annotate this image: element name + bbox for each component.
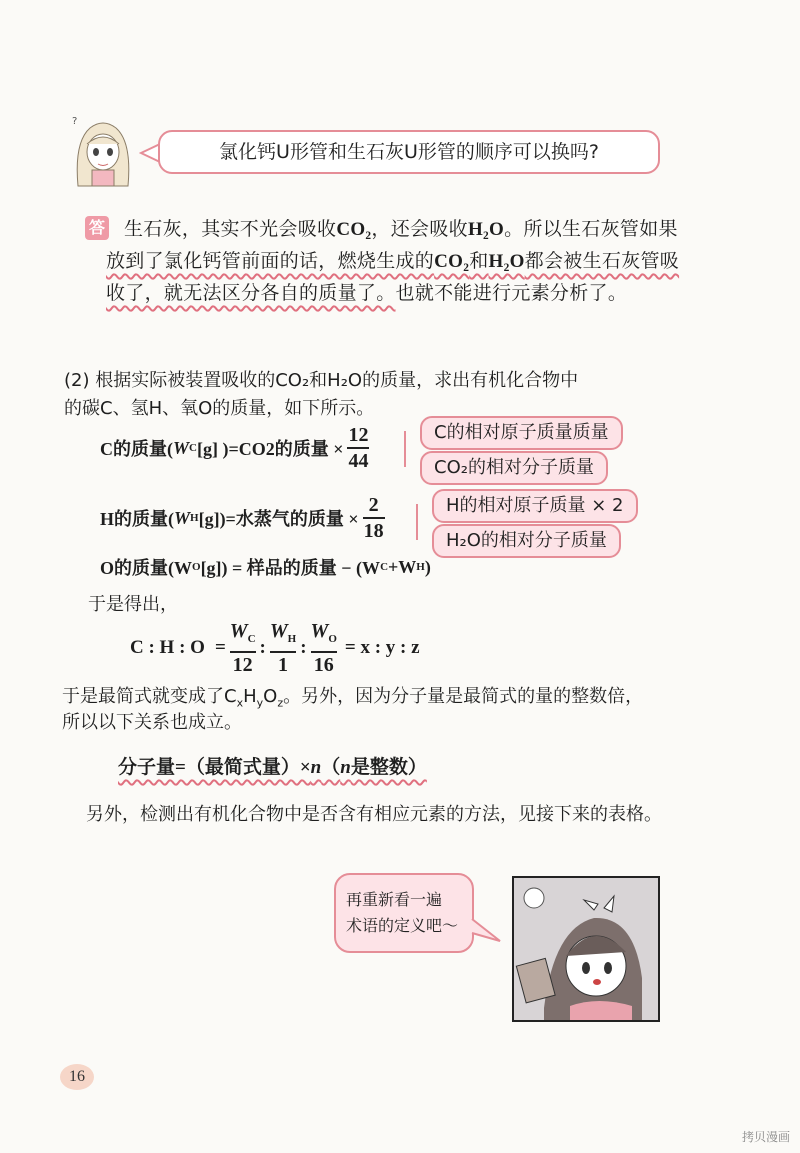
carbon-note-atomic: C的相对原子质量质量 (420, 416, 623, 450)
empirical-line2: 所以以下关系也成立。 (62, 712, 242, 733)
thus-text: 于是得出， (88, 594, 178, 615)
hydrogen-note-molecular: H₂O的相对分子质量 (432, 524, 621, 558)
ratio-formula: C : H : O = $\frac{W_C}{12}$ : $\frac{W_H}{1}$ : $\frac{W_O}{16}$ = x : y : z (130, 620, 420, 676)
page-number: 16 (60, 1064, 94, 1090)
hydrogen-note-atomic: H的相对原子质量 × 2 (432, 489, 638, 523)
hydrogen-formula: H的质量( W H [g])=水蒸气的质量 × $\frac{2}{18}$ (100, 494, 384, 542)
carbon-note-molecular: CO₂的相对分子质量 (420, 451, 608, 485)
empirical-line1: 于是最简式就变成了$C_xH_yO_z$。另外，因为分子量是最简式的量的整数倍， (62, 686, 644, 710)
section2-line2: 的碳C、氢H、氧O的质量，如下所示。 (64, 398, 375, 419)
hydrogen-fraction: $\frac{2}{18}$ (363, 494, 384, 542)
molecular-formula: 分子量=（最简式量）×n（n是整数） (118, 757, 427, 778)
closing-text: 另外，检测出有机化合物中是否含有相应元素的方法，见接下来的表格。 (86, 804, 662, 825)
answer-line-3: 收了，就无法区分各自的质量了。也就不能进行元素分析了。 (106, 282, 628, 304)
watermark: 拷贝漫画 (741, 1130, 790, 1144)
carbon-formula: C的质量( W C [g] )=CO2的质量 × $\frac{12}{44}$ (100, 424, 369, 472)
speech-bubble-tail (470, 915, 502, 949)
hydrogen-note-bracket (416, 504, 436, 540)
answer-badge: 答 (85, 216, 109, 240)
carbon-note-bracket (404, 431, 424, 467)
speech-bubble: 再重新看一遍 术语的定义吧〜 (334, 873, 474, 953)
carbon-fraction: $\frac{12}{44}$ (348, 424, 369, 472)
section2-line1: (2) 根据实际被装置吸收的CO₂和H₂O的质量，求出有机化合物中 (64, 370, 579, 391)
oxygen-formula: O的质量(W O [g]) = 样品的质量 − (W C +W H ) (100, 556, 431, 578)
character-avatar-girl (70, 112, 136, 192)
question-bubble: 氯化钙U形管和生石灰U形管的顺序可以换吗? (158, 130, 660, 174)
manga-illustration (512, 876, 660, 1022)
answer-line-2: 放到了氯化钙管前面的话，燃烧生成的CO₂和H₂O都会被生石灰管吸 (106, 250, 680, 272)
svg-text:?: ? (72, 116, 78, 127)
answer-line-1: 生石灰，其实不光会吸收CO₂，还会吸收H₂O。所以生石灰管如果 (124, 218, 678, 240)
